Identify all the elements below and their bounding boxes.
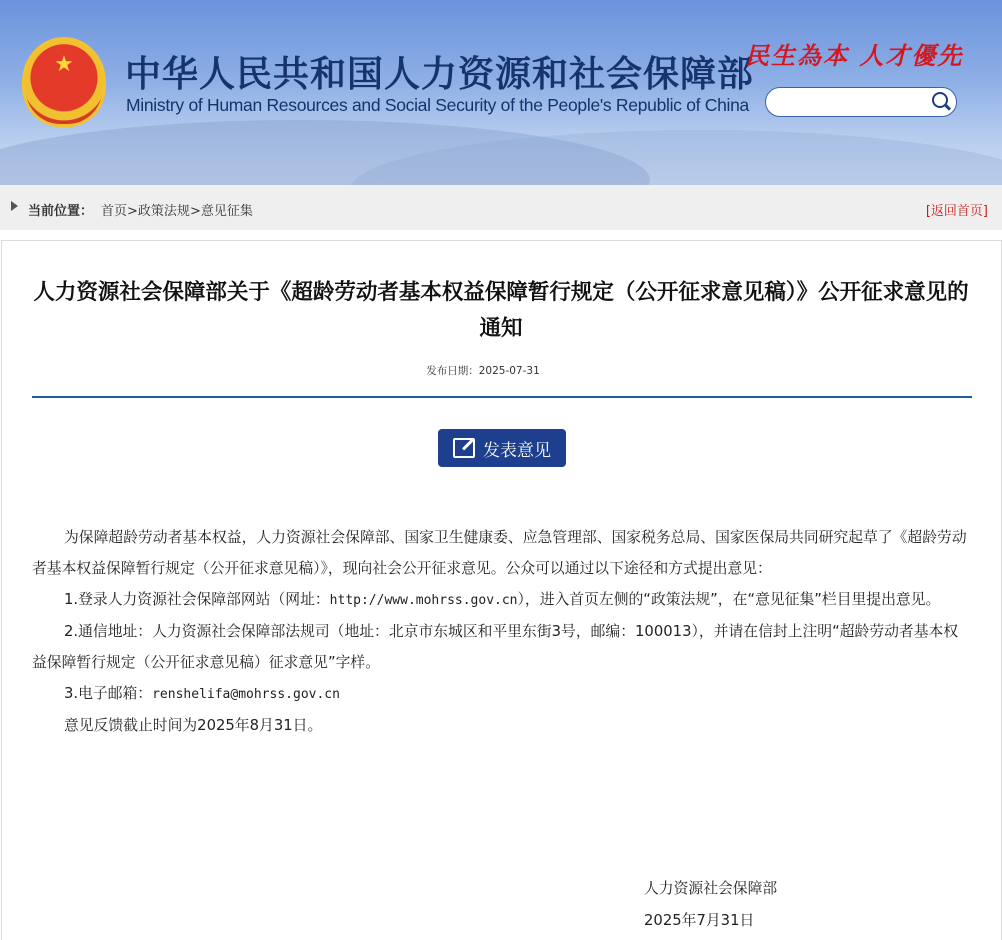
breadcrumb-comments[interactable]: 意见征集	[200, 204, 253, 219]
breadcrumb-separator: >	[127, 204, 138, 219]
article-body	[32, 522, 972, 741]
publish-date: 发布日期：2025-07-31	[426, 365, 540, 377]
site-title-en: Ministry of Human Resources and Social Security of the People's Republic of China	[126, 95, 749, 115]
website-link[interactable]: http://www.mohrss.gov.cn	[329, 593, 518, 608]
paragraph: 2.通信地址：人力资源社会保障部法规司（地址：北京市东城区和平里东街3号，邮编：100013），并请在信封上注明“超龄劳动者基本权益保障暂行规定（公开征求意见稿）征求意见”字样。	[32, 623, 959, 671]
post-comment-button[interactable]	[438, 429, 566, 467]
signer: 人力资源社会保障部	[644, 880, 778, 897]
paragraph: 为保障超龄劳动者基本权益，人力资源社会保障部、国家卫生健康委、应急管理部、国家税务总局、国家医保局共同研究起草了《超龄劳动者基本权益保障暂行规定（公开征求意见稿）》，现向社会公开征求意见。公众可以通过以下途径和方式提出意见：	[32, 529, 967, 577]
breadcrumb-policy[interactable]: 政策法规	[137, 204, 190, 219]
divider	[32, 396, 972, 398]
site-header	[0, 0, 1002, 185]
back-home-link[interactable]: [返回首页]	[925, 204, 988, 219]
paragraph	[32, 678, 972, 710]
site-title-cn: 中华人民共和国人力资源和社会保障部	[125, 54, 755, 95]
text: 1.登录人力资源社会保障部网站（网址：	[64, 591, 330, 608]
search-icon[interactable]	[932, 92, 948, 108]
breadcrumb-label: 当前位置：	[28, 204, 94, 219]
breadcrumb	[101, 200, 253, 219]
breadcrumb-home[interactable]: 首页	[101, 204, 128, 219]
paragraph: 意见反馈截止时间为2025年8月31日。	[64, 717, 323, 734]
search-input[interactable]	[765, 87, 957, 117]
edit-icon	[453, 438, 475, 458]
paragraph	[32, 584, 972, 616]
text: 3.电子邮箱：	[64, 685, 153, 702]
triangle-right-icon	[11, 201, 18, 211]
article-title: 人力资源社会保障部关于《超龄劳动者基本权益保障暂行规定（公开征求意见稿）》公开征求意见的通知	[33, 280, 969, 341]
signature	[644, 873, 777, 937]
post-comment-label: 发表意见	[483, 440, 551, 461]
sign-date: 2025年7月31日	[644, 912, 755, 929]
breadcrumb-separator: >	[189, 204, 201, 219]
text: ），进入首页左侧的“政策法规”，在“意见征集”栏目里提出意见。	[517, 591, 941, 608]
national-emblem-logo: ★	[22, 37, 106, 127]
slogan: 民生為本 人才優先	[745, 41, 964, 70]
email-link[interactable]: renshelifa@mohrss.gov.cn	[152, 687, 340, 702]
